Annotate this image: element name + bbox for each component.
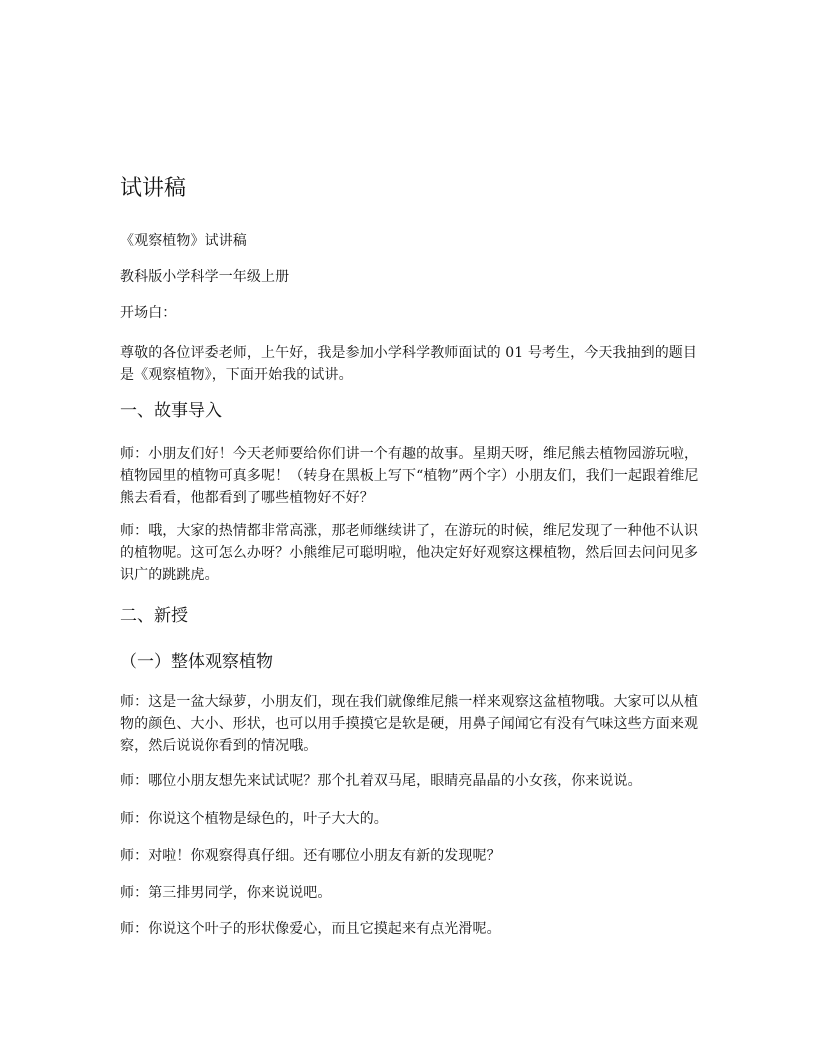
opening-label: 开场白： xyxy=(120,305,177,321)
story-paragraph-1: 师：小朋友们好！今天老师要给你们讲一个有趣的故事。星期天呀，维尼熊去植物园游玩啦，植物园里的植物可真多呢！（转身在黑板上写下“植物”两个字）小朋友们，我们一起跟着维尼熊去看看，他都看到了哪些植物好不好？ xyxy=(120,446,699,506)
story-paragraph-2: 师：哦，大家的热情都非常高涨，那老师继续讲了，在游玩的时候，维尼发现了一种他不认识的植物呢。这可怎么办呀？小熊维尼可聪明啦，他决定好好观察这棵植物，然后回去问问见多识广的跳跳虎。 xyxy=(120,523,699,583)
section-heading-new-lesson: 二、新授 xyxy=(120,606,188,626)
observe-paragraph-1: 师：这是一盆大绿萝，小朋友们，现在我们就像维尼熊一样来观察这盆植物哦。大家可以从植物的颜色、大小、形状，也可以用手摸摸它是软是硬，用鼻子闻闻它有没有气味这些方面来观察，然后说说你看到的情况哦。 xyxy=(120,694,699,754)
document-title: 试讲稿 xyxy=(120,176,187,201)
observe-paragraph-6: 师：你说这个叶子的形状像爱心，而且它摸起来有点光滑呢。 xyxy=(120,921,501,937)
textbook-line: 教科版小学科学一年级上册 xyxy=(120,269,290,285)
subsection-heading-observe: （一）整体观察植物 xyxy=(120,652,273,672)
observe-paragraph-3: 师：你说这个植物是绿色的，叶子大大的。 xyxy=(120,811,388,827)
observe-paragraph-2: 师：哪位小朋友想先来试试呢？那个扎着双马尾，眼睛亮晶晶的小女孩，你来说说。 xyxy=(120,773,642,789)
lesson-title: 《观察植物》试讲稿 xyxy=(120,233,247,249)
opening-paragraph: 尊敬的各位评委老师，上午好，我是参加小学科学教师面试的 01 号考生，今天我抽到的题目是《观察植物》，下面开始我的试讲。 xyxy=(120,345,698,383)
observe-paragraph-5: 师：第三排男同学，你来说说吧。 xyxy=(120,885,332,901)
section-heading-story: 一、故事导入 xyxy=(120,401,222,421)
observe-paragraph-4: 师：对啦！你观察得真仔细。还有哪位小朋友有新的发现呢？ xyxy=(120,848,501,864)
